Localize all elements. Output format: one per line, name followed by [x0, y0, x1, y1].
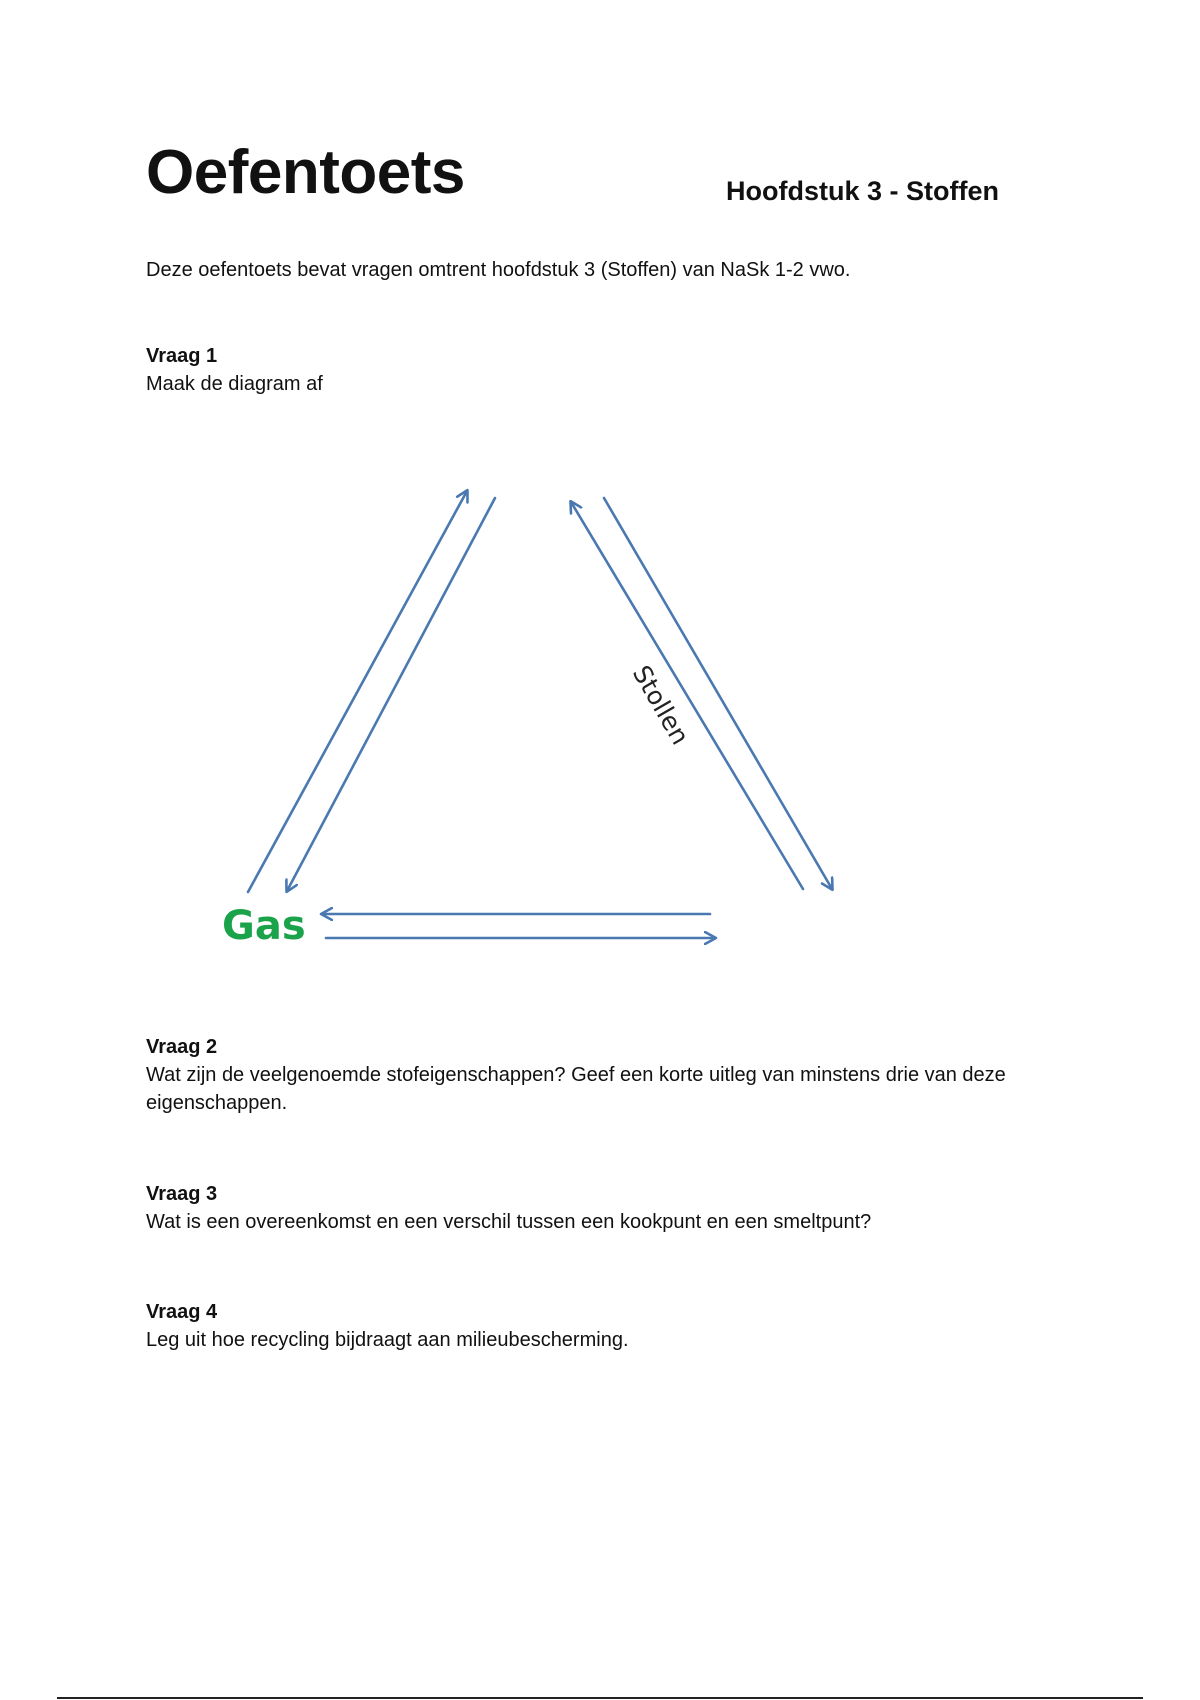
arrow-left-down [287, 498, 495, 891]
arrow-left-up [248, 491, 467, 892]
page-title: Oefentoets [146, 138, 465, 207]
question-1-text: Maak de diagram af [146, 373, 323, 395]
question-2 [146, 1033, 1076, 1117]
question-3-text: Wat is een overeenkomst en een verschil tussen een kookpunt en een smeltpunt? [146, 1211, 872, 1233]
question-4 [146, 1298, 1076, 1354]
arrow-right-up [571, 502, 803, 889]
chapter-title: Hoofdstuk 3 - Stoffen [726, 176, 999, 206]
intro-text: Deze oefentoets bevat vragen omtrent hoofdstuk 3 (Stoffen) van NaSk 1-2 vwo. [146, 259, 851, 281]
question-2-text: Wat zijn de veelgenoemde stofeigenschappen? Geef een korte uitleg van minstens drie van deze eigenschappen. [146, 1064, 1006, 1114]
question-1 [146, 342, 1076, 398]
question-3-label: Vraag 3 [146, 1183, 218, 1205]
question-2-label: Vraag 2 [146, 1036, 218, 1058]
footer-divider [57, 1697, 1143, 1699]
question-4-label: Vraag 4 [146, 1301, 218, 1323]
diagram-label-stollen: Stollen [626, 660, 695, 750]
question-4-text: Leg uit hoe recycling bijdraagt aan milieubescherming. [146, 1329, 629, 1351]
arrow-right-down [604, 498, 832, 889]
diagram-node-gas: Gas [222, 903, 306, 949]
question-1-label: Vraag 1 [146, 345, 218, 367]
question-3 [146, 1180, 1076, 1236]
